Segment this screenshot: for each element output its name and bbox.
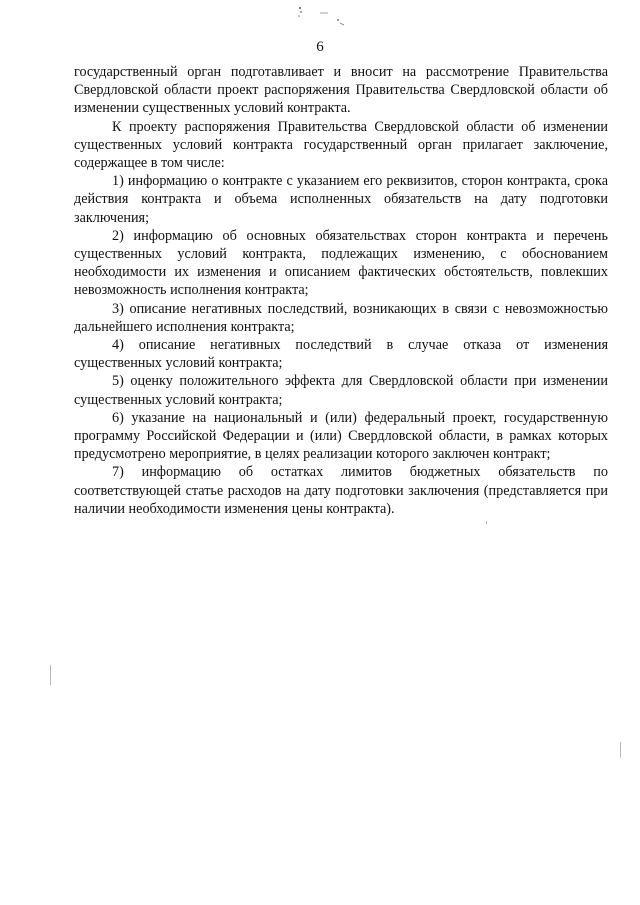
scan-edge-mark [486, 521, 487, 524]
list-item-5: 5) оценку положительного эффекта для Свердловской области при изменении существенных условий контракта; [74, 373, 608, 408]
list-item-6: 6) указание на национальный и (или) федеральный проект, государственную программу Российской Федерации и (или) Свердловской области, в рамках которых предусмотрено мероприятие, в целях реализации которого заключен контракт; [74, 409, 608, 463]
document-body [74, 63, 608, 518]
list-item-1: 1) информацию о контракте с указанием его реквизитов, сторон контракта, срока действия контракта и объема исполненных обязательств на дату подготовки заключения; [74, 173, 608, 226]
scan-edge-mark [620, 742, 621, 758]
list-item-4: 4) описание негативных последствий в случае отказа от изменения существенных условий контракта; [74, 337, 608, 372]
page-number: 6 [316, 39, 324, 55]
scan-edge-mark [50, 665, 51, 685]
paragraph-2: К проекту распоряжения Правительства Свердловской области об изменении существенных условий контракта государственный орган прилагает заключение, содержащее в том числе: [74, 118, 608, 172]
list-item-2: 2) информацию об основных обязательствах сторон контракта и перечень существенных условий контракта, подлежащих изменению, с обоснованием необходимости их изменения и описанием фактических обстоятельств, повлекших невозможность исполнения контракта; [74, 227, 608, 299]
paragraph-1: государственный орган подготавливает и вносит на рассмотрение Правительства Свердловской области проект распоряжения Правительства Свердловской области об изменении существенных условий контракта. [74, 64, 608, 117]
scan-artifact-marks [286, 4, 356, 28]
list-item-3: 3) описание негативных последствий, возникающих в связи с невозможностью дальнейшего исполнения контракта; [74, 300, 608, 335]
list-item-7: 7) информацию об остатках лимитов бюджетных обязательств по соответствующей статье расходов на дату подготовки заключения (представляется при наличии необходимости изменения цены контракта). [74, 464, 608, 517]
